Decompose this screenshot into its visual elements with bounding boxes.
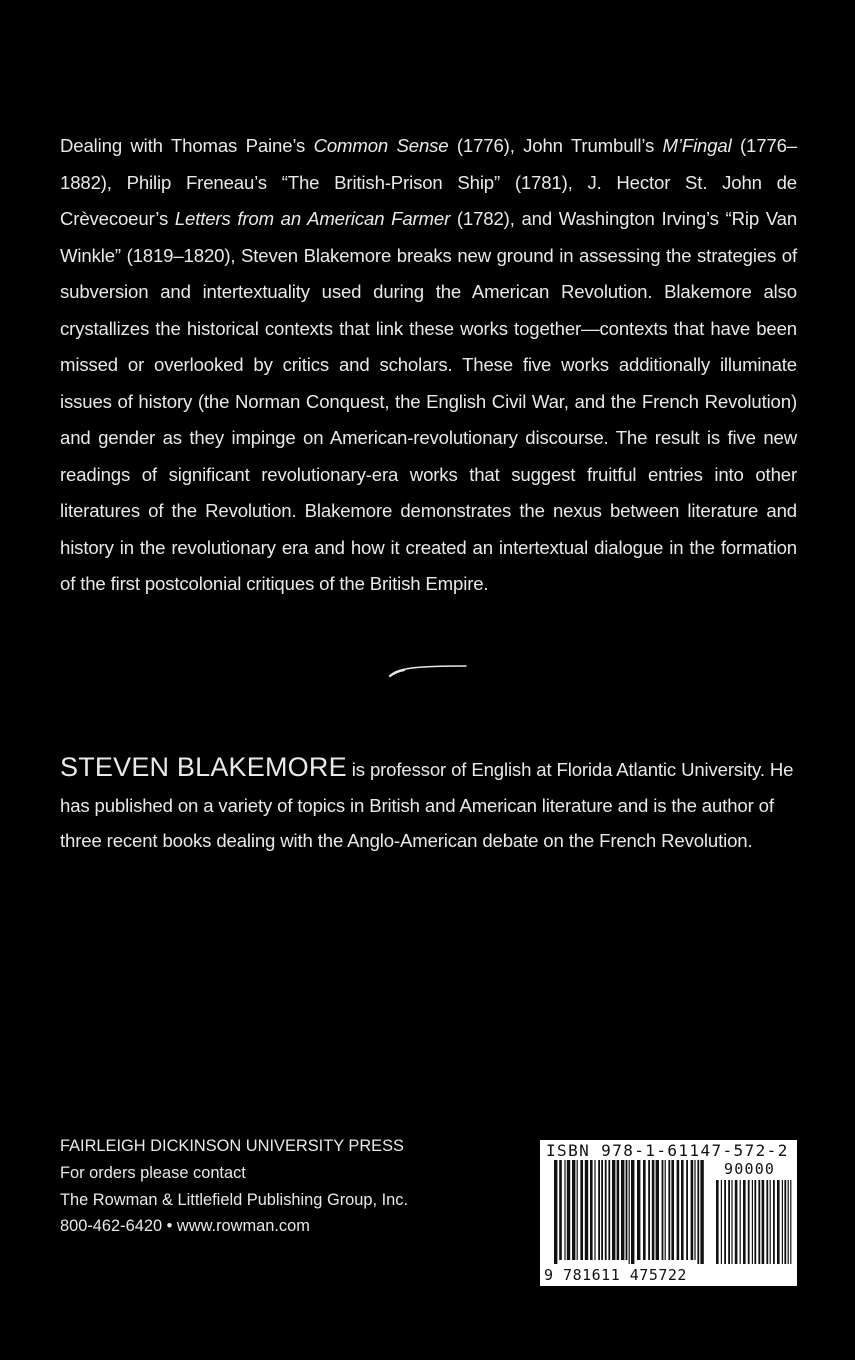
barcode-bar [700, 1160, 703, 1264]
barcode-bar [554, 1160, 557, 1264]
barcode-bar [643, 1160, 646, 1260]
barcode-bar [752, 1180, 753, 1264]
barcode-bar [782, 1180, 783, 1264]
barcode-bar [668, 1160, 670, 1260]
barcode-bar [766, 1180, 768, 1264]
blurb-text-4: (1782), and Washington Irving’s “Rip Van Winkle” (1819–1820), Steven Blakemore breaks new ground in assessing the strategies of subversion and intertextuality used during the American Revolution. Blakemore also crystallizes the historical contexts that link these works together—contexts that have been missed or overlooked by critics and scholars. These five works additionally illuminate issues of history (the Norman Conquest, the English Civil War, and the French Revolution) and gender as they impinge on American-revolutionary discourse. The result is five new readings of significant revolutionary-era works that suggest fruitful entries into other literatures of the Revolution. Blakemore demonstrates the nexus between literature and history in the revolutionary era and how it created an intertextual dialogue in the formation of the first postcolonial critiques of the British Empire. [60, 208, 798, 594]
blurb-text-1: Dealing with Thomas Paine’s [60, 135, 314, 156]
title-letters-from-an-american-farmer: Letters from an American Farmer [174, 208, 451, 229]
barcode-bar [671, 1160, 674, 1260]
barcode-bar [697, 1160, 699, 1264]
barcode-bar [601, 1160, 603, 1260]
barcode-bar [594, 1160, 595, 1260]
barcode-bar [662, 1160, 664, 1260]
barcode-bar [728, 1180, 730, 1264]
barcode-bar [743, 1180, 746, 1264]
price-code: 90000 [724, 1160, 776, 1178]
barcode-bar [564, 1160, 565, 1260]
blurb-text-2: (1776), John Trumbull’s [448, 135, 663, 156]
book-description [60, 128, 797, 603]
barcode-bar [681, 1160, 684, 1260]
title-common-sense: Common Sense [313, 135, 449, 156]
barcode-bar [784, 1180, 786, 1264]
barcode-bar [716, 1180, 719, 1264]
barcode-bar [605, 1160, 607, 1260]
barcode-digits: 9 781611 475722 [544, 1266, 687, 1284]
blurb-text-3: (1776–1882), Philip Freneau’s “The British-Prison Ship” (1781), J. Hector St. John de Crèvecoeur’s [60, 135, 798, 229]
barcode-bar [677, 1160, 680, 1260]
distributor-name: The Rowman & Littlefield Publishing Group, Inc. [60, 1190, 409, 1209]
barcode-bar [617, 1160, 620, 1260]
barcode-bar [790, 1180, 791, 1264]
barcode-bar [731, 1180, 732, 1264]
barcode-bar [754, 1180, 756, 1264]
barcode-bar [590, 1160, 593, 1260]
barcode-bar [691, 1160, 694, 1260]
barcode-bar [567, 1160, 570, 1260]
barcode-bar [748, 1180, 750, 1264]
barcode-bar [740, 1180, 741, 1264]
barcode-bar [758, 1180, 760, 1264]
orders-line: For orders please contact [60, 1163, 246, 1182]
barcode-bar [656, 1160, 659, 1260]
barcode-bar [608, 1160, 610, 1260]
barcode-bar [770, 1180, 771, 1264]
decorative-swash-divider [388, 660, 468, 684]
isbn-label: ISBN 978-1-61147-572-2 [546, 1141, 789, 1160]
publisher-contact: 800-462-6420 • www.rowman.com [60, 1217, 310, 1236]
barcode-bar [612, 1160, 615, 1260]
author-bio [60, 750, 797, 859]
barcode-bar [721, 1180, 722, 1264]
barcode-bar [629, 1160, 630, 1264]
title-mfingal: M’Fingal [662, 135, 732, 156]
isbn-barcode [540, 1140, 797, 1286]
barcode-bar [652, 1160, 655, 1260]
barcode-bar [686, 1160, 688, 1260]
barcode-bar [788, 1180, 789, 1264]
barcode-bar [637, 1160, 640, 1260]
barcode-bar [762, 1180, 765, 1264]
barcode-bar [598, 1160, 600, 1260]
barcode-bar [585, 1160, 588, 1260]
barcode-bar [735, 1180, 738, 1264]
barcode-bar [577, 1160, 578, 1260]
barcode-bar [724, 1180, 726, 1264]
barcode-bar [626, 1160, 628, 1260]
publisher-info [60, 1133, 480, 1240]
barcode-bar [648, 1160, 650, 1260]
barcode-bar [777, 1180, 780, 1264]
barcode-bar [773, 1180, 775, 1264]
author-bio-text: is professor of English at Florida Atlantic University. He has published on a variety of topics in British and American literature and is the author of three recent books dealing with the Anglo-American debate on the French Revolution. [60, 759, 794, 851]
barcode-bar [559, 1160, 562, 1260]
barcode-bar [572, 1160, 575, 1260]
barcode-bar [621, 1160, 624, 1260]
barcode-bar [665, 1160, 666, 1260]
barcode-bar [631, 1160, 634, 1264]
barcode-bar [580, 1160, 583, 1260]
publisher-name: FAIRLEIGH DICKINSON UNIVERSITY PRESS [60, 1137, 404, 1155]
author-name: STEVEN BLAKEMORE [60, 752, 347, 782]
barcode-bar [694, 1160, 695, 1260]
